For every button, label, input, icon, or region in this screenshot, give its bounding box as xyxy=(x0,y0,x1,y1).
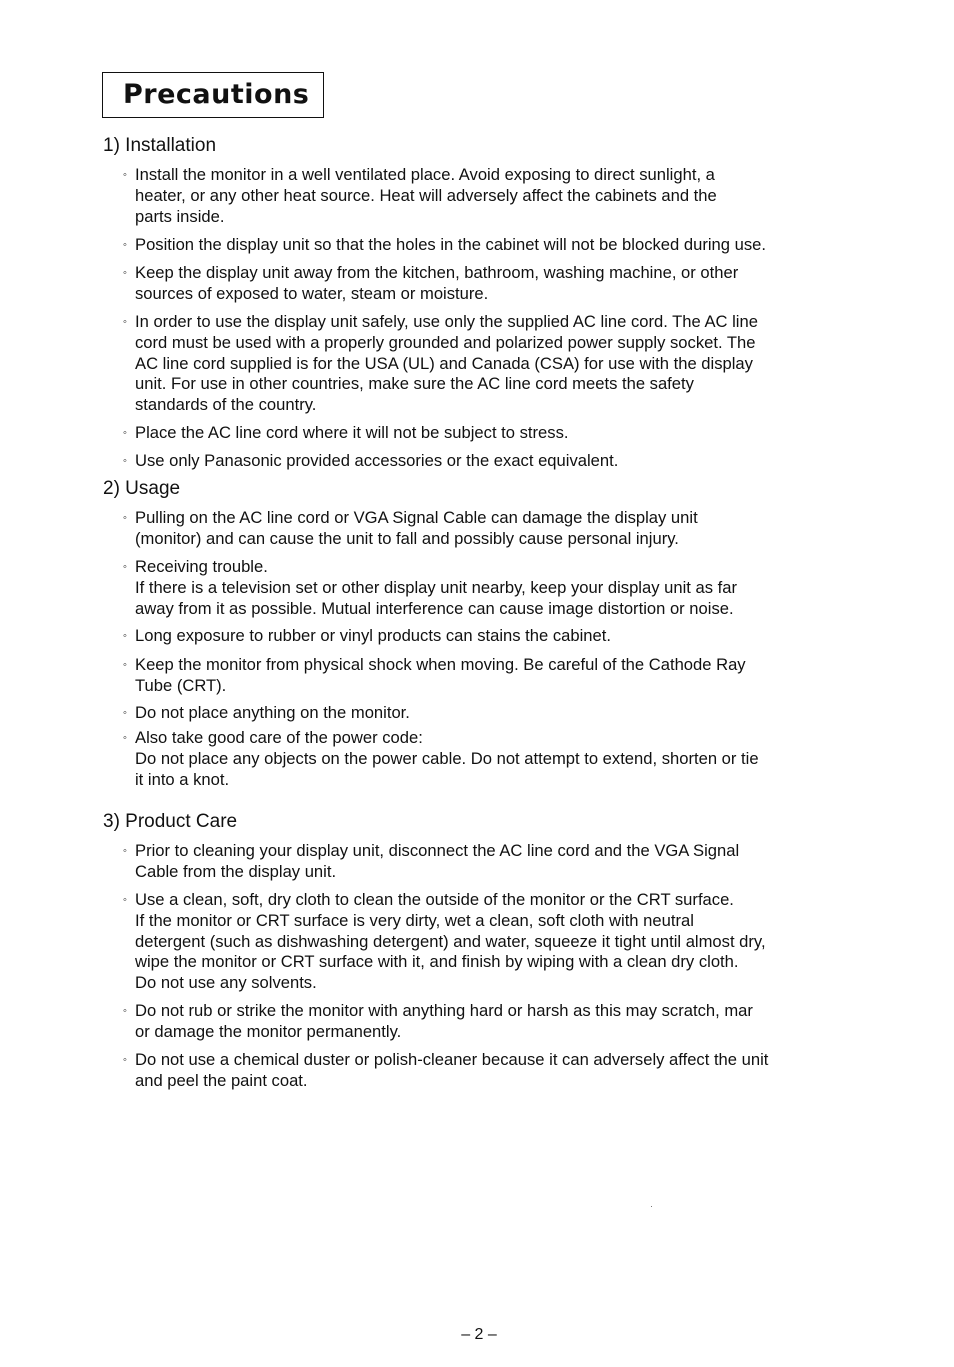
bullet-text-line: heater, or any other heat source. Heat will adversely affect the cabinets and the xyxy=(135,185,717,205)
bullet-text-line: Do not use any solvents. xyxy=(135,973,317,993)
bullet-text-line: Install the monitor in a well ventilated place. Avoid exposing to direct sunlight, a xyxy=(135,165,715,184)
bullet-text-line: Place the AC line cord where it will not be subject to stress. xyxy=(135,423,569,442)
title-box xyxy=(102,72,324,118)
bullet-text-line: parts inside. xyxy=(135,206,225,226)
bullet-text-line: (monitor) and can cause the unit to fall and possibly cause personal injury. xyxy=(135,528,679,548)
bullet-text-line: sources of exposed to water, steam or moisture. xyxy=(135,283,489,303)
list-item xyxy=(123,890,868,994)
bullet-mark: ◦ xyxy=(123,732,127,744)
bullet-text-line: Keep the display unit away from the kitchen, bathroom, washing machine, or other xyxy=(135,263,739,282)
bullet-text-line: Do not place any objects on the power cable. Do not attempt to extend, shorten or tie xyxy=(135,748,759,768)
bullet-text-line: Cable from the display unit. xyxy=(135,861,337,881)
list-item xyxy=(123,841,868,883)
page-title: Precautions xyxy=(123,79,310,110)
bullet-mark: ◦ xyxy=(123,1005,127,1017)
list-item xyxy=(123,235,868,256)
bullet-mark: ◦ xyxy=(123,630,127,642)
bullet-text-line: Pulling on the AC line cord or VGA Signal Cable can damage the display unit xyxy=(135,508,698,527)
section-heading-product-care: 3) Product Care xyxy=(103,811,238,832)
bullet-text-line: it into a knot. xyxy=(135,769,230,789)
bullet-mark: ◦ xyxy=(123,845,127,857)
bullet-mark: ◦ xyxy=(123,267,127,279)
bullet-text-line: Position the display unit so that the holes in the cabinet will not be blocked during use. xyxy=(135,235,766,254)
bullet-text-line: Receiving trouble. xyxy=(135,557,268,576)
bullet-text-line: detergent (such as dishwashing detergent) and water, squeeze it tight until almost dry, xyxy=(135,931,766,951)
bullet-text-line: wipe the monitor or CRT surface with it, and finish by wiping with a clean dry cloth. xyxy=(135,952,739,972)
section-heading-usage: 2) Usage xyxy=(103,478,181,499)
scan-speck xyxy=(651,1206,652,1207)
list-item xyxy=(123,655,868,697)
bullet-mark: ◦ xyxy=(123,427,127,439)
bullet-mark: ◦ xyxy=(123,169,127,181)
bullet-text-line: Prior to cleaning your display unit, disconnect the AC line cord and the VGA Signal xyxy=(135,841,740,860)
list-item xyxy=(123,263,868,305)
bullet-mark: ◦ xyxy=(123,455,127,467)
bullet-mark: ◦ xyxy=(123,894,127,906)
list-item xyxy=(123,451,868,472)
bullet-text-line: If the monitor or CRT surface is very dirty, wet a clean, soft cloth with neutral xyxy=(135,910,694,930)
bullet-text-line: In order to use the display unit safely, use only the supplied AC line cord. The AC line xyxy=(135,312,758,331)
bullet-text-line: away from it as possible. Mutual interference can cause image distortion or noise. xyxy=(135,598,734,618)
list-item xyxy=(123,423,868,444)
page-number: – 2 – xyxy=(461,1326,497,1343)
bullet-mark: ◦ xyxy=(123,561,127,573)
bullet-text-line: Do not use a chemical duster or polish-cleaner because it can adversely affect the unit xyxy=(135,1050,769,1069)
list-item xyxy=(123,728,868,790)
bullet-mark: ◦ xyxy=(123,707,127,719)
bullet-mark: ◦ xyxy=(123,1054,127,1066)
list-item xyxy=(123,703,868,724)
bullet-mark: ◦ xyxy=(123,316,127,328)
bullet-mark: ◦ xyxy=(123,239,127,251)
bullet-text-line: Use a clean, soft, dry cloth to clean the outside of the monitor or the CRT surface. xyxy=(135,890,734,909)
bullet-text-line: unit. For use in other countries, make sure the AC line cord meets the safety xyxy=(135,374,694,394)
list-item xyxy=(123,508,868,550)
bullet-text-line: Long exposure to rubber or vinyl products can stains the cabinet. xyxy=(135,626,611,645)
bullet-text-line: Do not rub or strike the monitor with anything hard or harsh as this may scratch, mar xyxy=(135,1001,753,1020)
list-item xyxy=(123,626,868,647)
list-item xyxy=(123,312,868,416)
bullet-text-line: or damage the monitor permanently. xyxy=(135,1021,402,1041)
bullet-mark: ◦ xyxy=(123,659,127,671)
bullet-text-line: AC line cord supplied is for the USA (UL) and Canada (CSA) for use with the display xyxy=(135,353,753,373)
section-heading-installation: 1) Installation xyxy=(103,135,217,156)
bullet-text-line: and peel the paint coat. xyxy=(135,1070,308,1090)
bullet-text-line: Use only Panasonic provided accessories or the exact equivalent. xyxy=(135,451,619,470)
bullet-text-line: Do not place anything on the monitor. xyxy=(135,703,410,722)
bullet-text-line: Keep the monitor from physical shock when moving. Be careful of the Cathode Ray xyxy=(135,655,746,674)
bullet-text-line: Tube (CRT). xyxy=(135,675,227,695)
bullet-text-line: Also take good care of the power code: xyxy=(135,728,423,747)
bullet-text-line: cord must be used with a properly grounded and polarized power supply socket. The xyxy=(135,332,756,352)
list-item xyxy=(123,165,868,227)
list-item xyxy=(123,1050,868,1092)
list-item xyxy=(123,1001,868,1043)
bullet-mark: ◦ xyxy=(123,512,127,524)
bullet-text-line: If there is a television set or other display unit nearby, keep your display unit as far xyxy=(135,577,737,597)
bullet-text-line: standards of the country. xyxy=(135,395,317,415)
list-item xyxy=(123,557,868,619)
